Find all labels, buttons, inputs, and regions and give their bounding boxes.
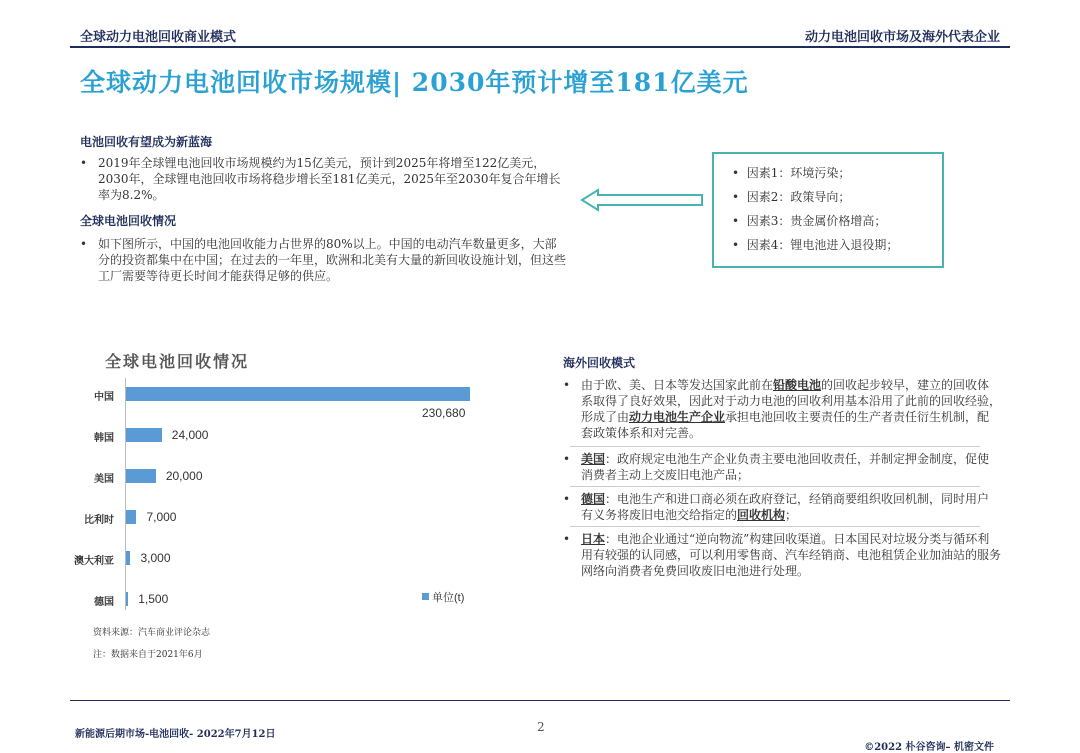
text: ：政府规定电池生产企业负责主要电池回收责任，并制定押金制度，促使消费者主动上交废旧电池产品； [581,452,990,482]
legend-label: 单位(t) [432,592,465,604]
value-label: 24,000 [171,428,209,442]
page-title: 全球动力电池回收市场规模| 2030年预计增至181亿美元 [80,68,749,97]
highlight-lead-acid: 铅酸电池 [773,378,822,392]
factor-text: 因素3：贵金属价格增高； [746,214,887,228]
left-arrow-icon [580,188,705,212]
page-number: 2 [537,720,545,734]
footer-date: 新能源后期市场-电池回收- 2022年7月12日 [75,729,276,740]
bullet-dot: • [732,166,747,180]
highlight-producer: 动力电池生产企业 [629,410,726,424]
chart-axis [125,378,126,610]
legend-swatch [422,593,429,600]
bullet-global-recycling-text: 如下图所示，中国的电池回收能力占世界的80%以上。中国的电动汽车数量更多，大部分的投资都集中在中国；在过去的一年里，欧洲和北美有大量的新回收设施计划，但这些工厂需要等待更长时间才能获得足够的供应。 [98,237,567,283]
bullet-global-recycling [80,236,568,284]
overseas-item-intro [563,377,1001,441]
factors-box [712,152,944,268]
factor-text: 因素4：锂电池进入退役期； [746,238,899,252]
bar [126,469,156,483]
bullet-dot: • [732,190,747,204]
bullet-market-size-text: 2019年全球锂电池回收市场规模约为15亿美元，预计到2025年将增至122亿美元，2030年，全球锂电池回收市场将稳步增长至181亿美元，2025年至2030年复合年增长率为8.2%。 [98,156,561,202]
category-label: 韩国 [94,433,114,444]
bullet-dot: • [563,532,571,546]
bullet-dot: • [563,378,571,392]
data-note: 注：数据来自于2021年6月 [93,650,203,660]
section-heading-overseas: 海外回收模式 [563,356,636,370]
bar [126,510,136,524]
text: ：电池生产和进口商必须在政府登记，经销商要组织收回机制，同时用户有义务将废旧电池交给指定的 [581,492,990,522]
value-label: 20,000 [165,469,203,483]
divider [570,486,980,487]
bullet-dot: • [732,238,747,252]
factor-item [732,164,850,181]
value-label: 230,680 [422,406,466,420]
bullet-dot: • [563,452,571,466]
bar [126,428,162,442]
divider [570,446,980,447]
value-label: 3,000 [140,551,171,565]
category-label: 澳大利亚 [74,556,114,567]
category-label: 美国 [94,474,114,485]
section-heading-blue-ocean: 电池回收有望成为新蓝海 [80,135,213,149]
category-label: 中国 [94,392,114,403]
section-heading-global-recycling: 全球电池回收情况 [80,214,177,228]
factor-item [732,236,898,253]
factor-text: 因素2：政策导向； [746,190,851,204]
divider [570,526,980,527]
footer-copyright: ©2022 朴谷咨询– 机密文件 [864,742,994,753]
source-note: 资料来源：汽车商业评论杂志 [93,628,211,638]
footer-divider [70,700,1010,701]
factor-item [732,212,886,229]
header-right-title: 动力电池回收市场及海外代表企业 [804,30,1000,45]
factor-text: 因素1：环境污染； [746,166,851,180]
bullet-dot: • [732,214,747,228]
value-label: 7,000 [146,510,177,524]
text: ：电池企业通过“逆向物流”构建回收渠道。日本国民对垃圾分类与循环利用有较强的认同感，可以利用零售商、汽车经销商、电池租赁企业加油站的服务网络向消费者免费回收废旧电池进行处理。 [581,532,1002,578]
bar [126,592,128,606]
overseas-item-germany [563,491,1001,523]
country-japan: 日本 [581,532,606,546]
factor-item [732,188,850,205]
header-left-title: 全球动力电池回收商业模式 [80,30,237,45]
bullet-dot: • [80,237,88,251]
value-label: 1,500 [138,592,169,606]
bullet-dot: • [563,492,571,506]
text: 的回收起步较早，建立的回收体系取得了良好效果，因此对于动力电池的回收利用基本沿用了此前的回收经验，形成了由 [581,378,1002,424]
text: 承担电池回收主要责任的生产者责任衍生机制，配套政策体系和对完善。 [581,410,990,440]
bullet-market-size [80,155,568,203]
overseas-item-japan [563,531,1001,579]
highlight-recycling-agency: 回收机构 [737,508,786,522]
bar [126,551,130,565]
country-germany: 德国 [581,492,606,506]
overseas-item-usa [563,451,1001,483]
header-divider [70,46,1010,48]
text: 由于欧、美、日本等发达国家此前在 [581,378,774,392]
category-label: 比利时 [84,515,114,526]
bullet-dot: • [80,156,88,170]
country-usa: 美国 [581,452,606,466]
chart-title: 全球电池回收情况 [105,352,250,371]
text: ； [785,508,798,522]
bar [126,387,470,401]
category-label: 德国 [94,597,114,608]
